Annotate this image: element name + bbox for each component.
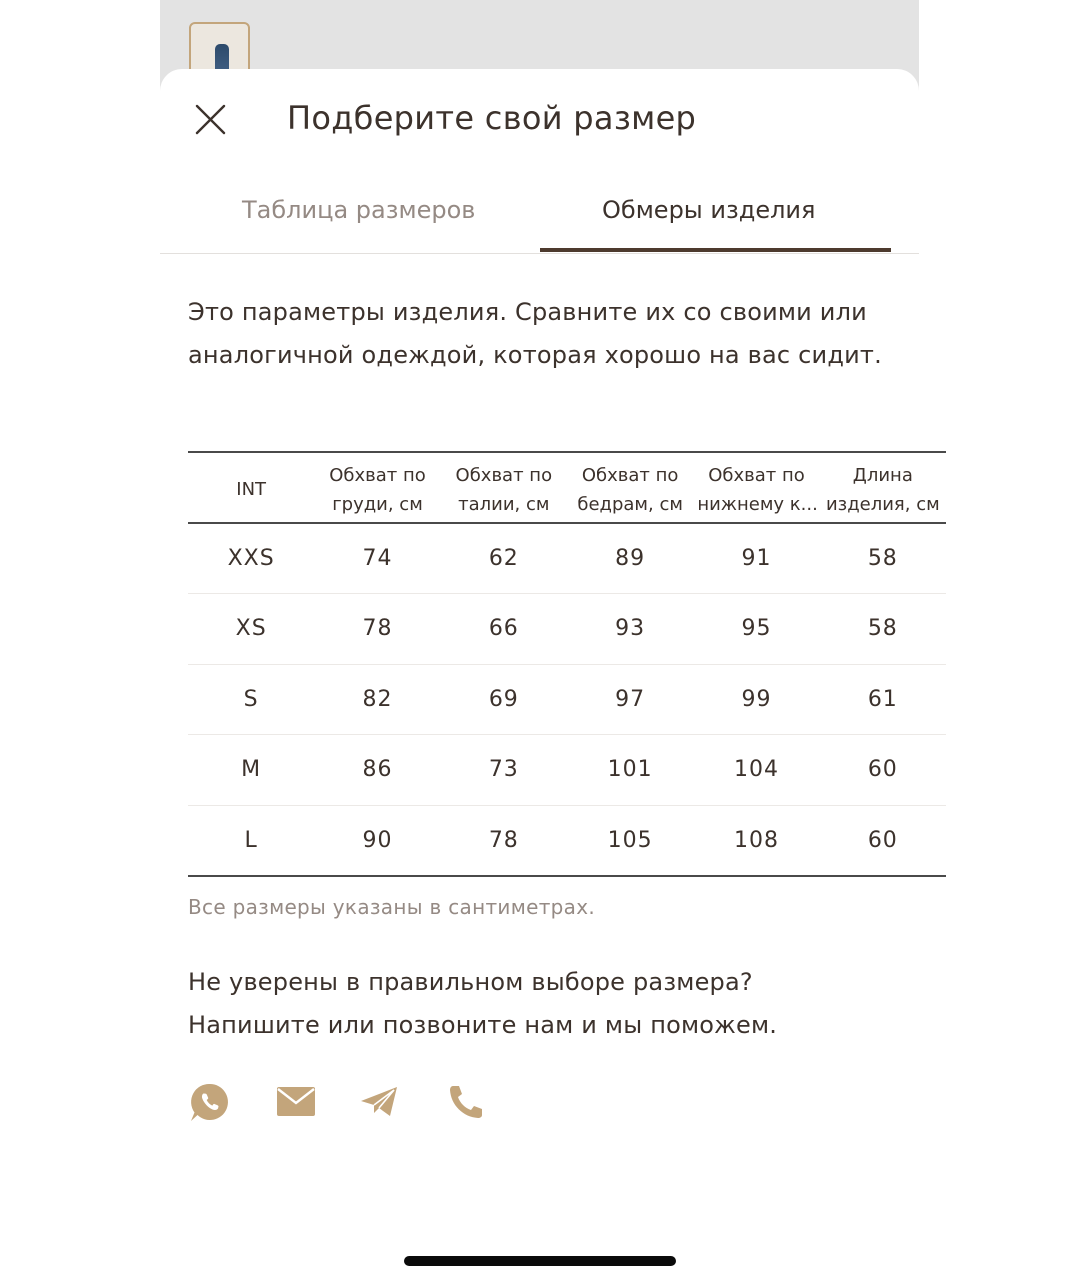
cell-hips: 101 bbox=[567, 735, 693, 806]
cell-waist: 73 bbox=[441, 735, 567, 806]
cell-hem: 99 bbox=[693, 664, 819, 735]
cell-size: M bbox=[188, 735, 314, 806]
cell-hem: 95 bbox=[693, 594, 819, 665]
tabs-divider bbox=[160, 253, 919, 254]
cell-waist: 78 bbox=[441, 805, 567, 876]
help-text bbox=[188, 961, 908, 1047]
tab-size-chart[interactable]: Таблица размеров bbox=[242, 196, 476, 224]
cell-bust: 82 bbox=[314, 664, 440, 735]
close-button[interactable] bbox=[189, 98, 233, 142]
email-button[interactable] bbox=[274, 1080, 318, 1124]
tab-garment-measurements[interactable]: Обмеры изделия bbox=[602, 196, 816, 224]
cell-hem: 108 bbox=[693, 805, 819, 876]
cell-hips: 97 bbox=[567, 664, 693, 735]
intro-text: Это параметры изделия. Сравните их со своими или аналогичной одеждой, которая хорошо на вас сидит. bbox=[188, 298, 882, 369]
col-header-length: Длина изделия, см bbox=[820, 452, 946, 523]
help-line-1: Не уверены в правильном выборе размера? bbox=[188, 968, 753, 996]
cell-waist: 62 bbox=[441, 523, 567, 594]
cell-waist: 69 bbox=[441, 664, 567, 735]
table-row bbox=[188, 523, 946, 594]
cell-bust: 78 bbox=[314, 594, 440, 665]
table-row bbox=[188, 805, 946, 876]
table-row bbox=[188, 594, 946, 665]
measurements-table bbox=[188, 451, 946, 877]
cell-size: S bbox=[188, 664, 314, 735]
mail-icon bbox=[274, 1080, 318, 1124]
cell-hips: 89 bbox=[567, 523, 693, 594]
cell-bust: 90 bbox=[314, 805, 440, 876]
close-icon bbox=[189, 98, 233, 142]
col-header-bust: Обхват по груди, см bbox=[314, 452, 440, 523]
sheet-title: Подберите свой размер bbox=[287, 99, 697, 137]
whatsapp-button[interactable] bbox=[188, 1080, 232, 1124]
cell-length: 58 bbox=[820, 523, 946, 594]
cell-hips: 105 bbox=[567, 805, 693, 876]
col-header-int: INT bbox=[188, 452, 314, 523]
cell-length: 60 bbox=[820, 805, 946, 876]
phone-button[interactable] bbox=[444, 1080, 488, 1124]
telegram-icon bbox=[358, 1080, 402, 1124]
cell-bust: 74 bbox=[314, 523, 440, 594]
cell-length: 61 bbox=[820, 664, 946, 735]
table-row bbox=[188, 735, 946, 806]
col-header-hem: Обхват по нижнему к... bbox=[693, 452, 819, 523]
phone-icon bbox=[444, 1080, 488, 1124]
cell-size: XXS bbox=[188, 523, 314, 594]
cell-size: XS bbox=[188, 594, 314, 665]
cell-hips: 93 bbox=[567, 594, 693, 665]
cell-hem: 91 bbox=[693, 523, 819, 594]
table-row bbox=[188, 664, 946, 735]
col-header-waist: Обхват по талии, см bbox=[441, 452, 567, 523]
active-tab-indicator bbox=[540, 248, 891, 252]
units-note: Все размеры указаны в сантиметрах. bbox=[188, 895, 595, 919]
whatsapp-icon bbox=[188, 1080, 232, 1124]
telegram-button[interactable] bbox=[358, 1080, 402, 1124]
help-line-2: Напишите или позвоните нам и мы поможем. bbox=[188, 1011, 778, 1039]
cell-waist: 66 bbox=[441, 594, 567, 665]
measurements-table-scroll[interactable] bbox=[188, 451, 940, 876]
cell-length: 60 bbox=[820, 735, 946, 806]
table-header-row bbox=[188, 452, 946, 523]
cell-bust: 86 bbox=[314, 735, 440, 806]
cell-length: 58 bbox=[820, 594, 946, 665]
cell-size: L bbox=[188, 805, 314, 876]
col-header-hips: Обхват по бедрам, см bbox=[567, 452, 693, 523]
cell-hem: 104 bbox=[693, 735, 819, 806]
home-indicator bbox=[404, 1256, 676, 1266]
